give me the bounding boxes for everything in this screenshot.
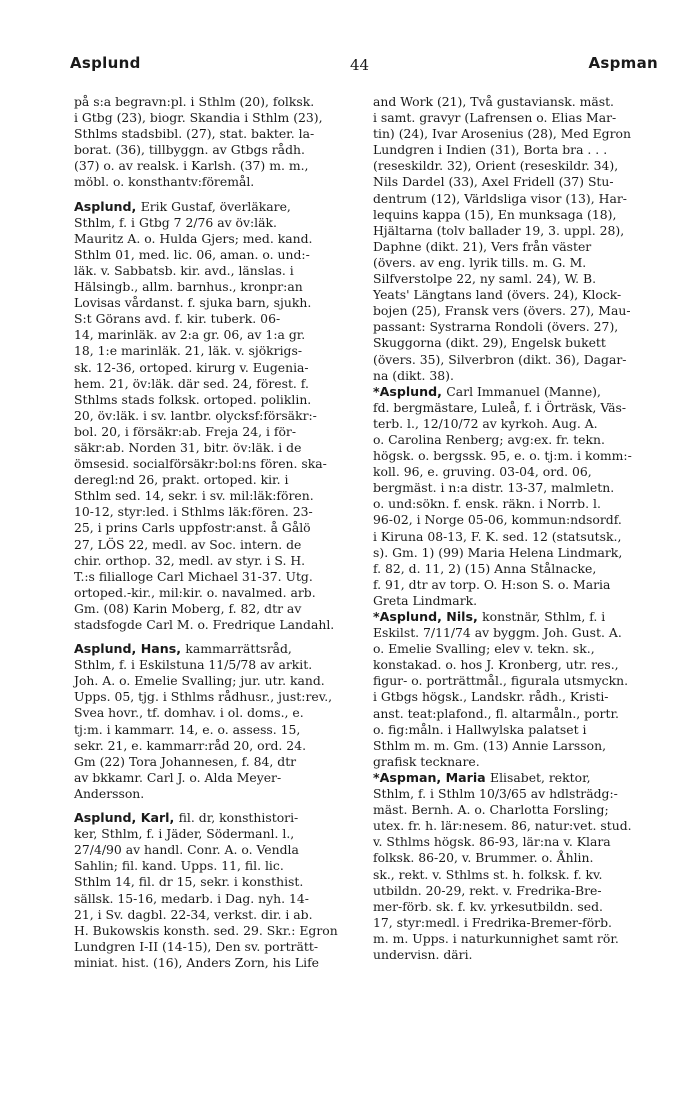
text-line: [373, 915, 659, 931]
line-text: på s:a begravn:pl. i Sthlm (20), folksk.: [74, 94, 315, 109]
line-text: Eskilst. 7/11/74 av byggm. Joh. Gust. A.: [373, 625, 622, 641]
line-text: Hjältarna (tolv ballader 19, 3. uppl. 28),: [373, 222, 625, 238]
text-line: [74, 343, 360, 359]
text-line: [373, 899, 659, 915]
text-line: [74, 263, 360, 279]
text-line: [373, 657, 659, 673]
line-text: chir. orthop. 32, medl. av styr. i S. H.: [74, 552, 306, 568]
entry-name: *Asplund,: [373, 383, 447, 399]
text-line: [373, 110, 659, 126]
text-line: [74, 327, 360, 343]
text-line: [373, 883, 659, 899]
text-line: [373, 191, 659, 207]
text-line: [74, 569, 360, 585]
line-text: mäst. Bernh. A. o. Charlotta Forsling;: [373, 802, 609, 818]
text-line: [74, 142, 360, 158]
right-column: [373, 94, 659, 963]
text-line: [373, 834, 659, 850]
line-text: ker, Sthlm, f. i Jäder, Södermanl. l.,: [74, 826, 295, 842]
line-text: folksk. 86-20, v. Brummer. o. Åhlin.: [373, 850, 594, 866]
line-text: bojen (25), Fransk vers (övers. 27), Mau-: [373, 303, 631, 319]
page-number: 44: [350, 56, 370, 74]
line-text: f. 91, dtr av torp. O. H:son S. o. Maria: [373, 576, 611, 592]
line-text: i Kiruna 08-13, F. K. sed. 12 (statsutsk.,: [373, 528, 622, 544]
text-line: [74, 311, 360, 327]
text-line: [74, 360, 360, 376]
text-line: [373, 706, 659, 722]
text-line: [373, 255, 659, 271]
line-text: Sthlm 01, med. lic. 06, aman. o. und:-: [74, 246, 310, 262]
line-text: Sthlm, f. i Gtbg 7 2/76 av öv:läk.: [74, 214, 277, 230]
text-line: [373, 545, 659, 561]
line-text: S:t Görans avd. f. kir. tuberk. 06-: [74, 311, 281, 327]
text-line: [74, 585, 360, 601]
text-line: [373, 512, 659, 528]
line-text: dentrum (12), Världsliga visor (13), Har-: [373, 190, 627, 206]
line-text: sekr. 21, e. kammarr:råd 20, ord. 24.: [74, 737, 307, 753]
text-line: [373, 770, 659, 786]
line-text: T.:s filialloge Carl Michael 31-37. Utg.: [74, 568, 313, 584]
text-line: [373, 947, 659, 963]
text-line: [74, 456, 360, 472]
text-line: [74, 520, 360, 536]
line-text: Sthlm m. m. Gm. (13) Annie Larsson,: [373, 737, 607, 753]
text-line: [373, 352, 659, 368]
text-line: [373, 400, 659, 416]
line-text: Joh. A. o. Emelie Svalling; jur. utr. kand.: [74, 673, 325, 689]
line-text: 27, LÖS 22, medl. av Soc. intern. de: [74, 536, 302, 552]
line-text: o. und:sökn. f. ensk. räkn. i Norrb. l.: [373, 496, 601, 512]
line-text: terb. l., 12/10/72 av kyrkoh. Aug. A.: [373, 415, 598, 431]
text-line: [74, 376, 360, 392]
line-text: i samt. gravyr (Lafrensen o. Elias Mar-: [373, 110, 617, 126]
line-text: 21, i Sv. dagbl. 22-34, verkst. dir. i ab.: [74, 906, 313, 922]
line-text: Sthlms stads folksk. ortoped. poliklin.: [74, 391, 312, 407]
entry-gap: [74, 802, 360, 810]
line-text: borat. (36), tillbyggn. av Gtbgs rådh.: [74, 142, 305, 158]
line-text: 27/4/90 av handl. Conr. A. o. Vendla: [74, 842, 299, 858]
text-line: [373, 368, 659, 384]
line-text: o. Emelie Svalling; elev v. tekn. sk.,: [373, 641, 595, 657]
line-text: 25, i prins Carls uppfostr:anst. å Gålö: [74, 520, 311, 536]
text-line: [74, 842, 360, 858]
line-text: Sthlm, f. i Eskilstuna 11/5/78 av arkit.: [74, 657, 313, 673]
line-text: o. Carolina Renberg; avg:ex. fr. tekn.: [373, 431, 605, 447]
text-line: [373, 303, 659, 319]
text-line: [373, 158, 659, 174]
line-text: koll. 96, e. gruving. 03-04, ord. 06,: [373, 464, 592, 480]
text-line: [373, 867, 659, 883]
text-line: [74, 408, 360, 424]
text-line: [373, 464, 659, 480]
entry-name: *Asplund, Nils,: [373, 609, 483, 624]
text-line: [74, 279, 360, 295]
text-line: [74, 874, 360, 890]
line-text: figur- o. porträttmål., figurala utsmyckn.: [373, 673, 629, 689]
line-text: (övers. 35), Silverbron (dikt. 36), Dagar-: [373, 351, 627, 367]
text-line: [74, 488, 360, 504]
text-line: [373, 335, 659, 351]
line-text: miniat. hist. (16), Anders Zorn, his Life: [74, 954, 319, 970]
text-line: [74, 923, 360, 939]
line-text: anst. teat:plafond., fl. altarmåln., portr.: [373, 705, 619, 721]
header-left-keyword: Asplund: [70, 54, 141, 72]
entry-name: Asplund, Hans,: [74, 641, 186, 657]
text-line: [373, 722, 659, 738]
text-line: [74, 891, 360, 907]
line-text: Lovisas vårdanst. f. sjuka barn, sjukh.: [74, 295, 312, 311]
text-line: [74, 158, 360, 174]
text-line: [373, 625, 659, 641]
line-text: Sthlms stadsbibl. (27), stat. bakter. la-: [74, 126, 315, 142]
line-text: utbildn. 20-29, rekt. v. Fredrika-Bre-: [373, 882, 602, 898]
line-text: f. 82, d. 11, 2) (15) Anna Stålnacke,: [373, 560, 597, 576]
line-text: Daphne (dikt. 21), Vers från väster: [373, 238, 592, 254]
entry-gap: [74, 191, 360, 199]
line-text: 96-02, i Norge 05-06, kommun:ndsordf.: [373, 512, 622, 528]
text-line: [373, 593, 659, 609]
text-line: [74, 392, 360, 408]
line-text: m. m. Upps. i naturkunnighet samt rör.: [373, 930, 619, 946]
text-line: [373, 142, 659, 158]
text-line: [74, 955, 360, 971]
text-line: [74, 810, 360, 826]
line-text: Skuggorna (dikt. 29), Engelsk bukett: [373, 335, 606, 351]
text-line: [373, 689, 659, 705]
line-text: (reseskildr. 32), Orient (reseskildr. 34),: [373, 158, 619, 174]
text-line: [74, 770, 360, 786]
text-line: [74, 673, 360, 689]
text-line: [373, 126, 659, 142]
line-text: H. Bukowskis konsth. sed. 29. Skr.: Egron: [74, 922, 338, 938]
text-line: [373, 239, 659, 255]
line-text: tj:m. i kammarr. 14, e. o. assess. 15,: [74, 721, 301, 737]
text-line: [373, 850, 659, 866]
line-text: Andersson.: [74, 785, 145, 801]
line-text: möbl. o. konsthantv:föremål.: [74, 174, 255, 190]
line-text: Hälsingb., allm. barnhus., kronpr:an: [74, 279, 303, 295]
line-text: i Gtbgs högsk., Landskr. rådh., Kristi-: [373, 689, 609, 705]
line-text: kammarrättsråd,: [185, 641, 292, 657]
line-text: na (dikt. 38).: [373, 367, 454, 383]
line-text: 17, styr:medl. i Fredrika-Bremer-förb.: [373, 914, 612, 930]
line-text: av bkkamr. Carl J. o. Alda Meyer-: [74, 769, 282, 785]
line-text: Mauritz A. o. Hulda Gjers; med. kand.: [74, 230, 313, 246]
line-text: grafisk tecknare.: [373, 753, 480, 769]
left-column: [74, 94, 360, 971]
text-line: [373, 319, 659, 335]
line-text: Lundgren i Indien (31), Borta bra . . .: [373, 142, 608, 158]
line-text: fil. dr, konsthistori-: [178, 810, 299, 826]
line-text: 20, öv:läk. i sv. lantbr. olycksf:försäkr:-: [74, 407, 317, 423]
line-text: Silfverstolpe 22, ny saml. 24), W. B.: [373, 271, 597, 287]
line-text: säkr:ab. Norden 31, bitr. öv:läk. i de: [74, 439, 302, 455]
line-text: konstakad. o. hos J. Kronberg, utr. res.,: [373, 657, 619, 673]
entry-name: Asplund,: [74, 198, 141, 214]
text-line: [74, 617, 360, 633]
line-text: Upps. 05, tjg. i Sthlms rådhusr., just:rev.,: [74, 689, 333, 705]
text-line: [373, 271, 659, 287]
text-line: [373, 384, 659, 400]
line-text: bergmäst. i n:a distr. 13-37, malmletn.: [373, 480, 615, 496]
text-line: [373, 609, 659, 625]
text-line: [373, 561, 659, 577]
text-line: [373, 738, 659, 754]
line-text: bol. 20, i försäkr:ab. Freja 24, i för-: [74, 423, 297, 439]
text-line: [74, 689, 360, 705]
line-text: konstnär, Sthlm, f. i: [482, 609, 606, 624]
text-line: [373, 223, 659, 239]
line-text: lequins kappa (15), En munksaga (18),: [373, 206, 617, 222]
text-line: [74, 174, 360, 190]
line-text: passant: Systrarna Rondoli (övers. 27),: [373, 319, 619, 335]
line-text: Elisabet, rektor,: [490, 769, 591, 785]
text-line: [74, 657, 360, 673]
line-text: 18, 1:e marinläk. 21, läk. v. sjökrigs-: [74, 343, 303, 359]
text-line: [373, 641, 659, 657]
text-line: [373, 496, 659, 512]
text-line: [373, 818, 659, 834]
entry-gap: [74, 633, 360, 641]
line-text: Sthlm 14, fil. dr 15, sekr. i konsthist.: [74, 874, 304, 890]
text-line: [74, 738, 360, 754]
line-text: utex. fr. h. lär:nesem. 86, natur:vet. stud.: [373, 818, 632, 834]
text-line: [373, 207, 659, 223]
entry-name: Asplund, Karl,: [74, 810, 179, 826]
text-line: [373, 802, 659, 818]
line-text: o. fig:måln. i Hallwylska palatset i: [373, 721, 587, 737]
line-text: tin) (24), Ivar Arosenius (28), Med Egron: [373, 126, 631, 142]
header-right-keyword: Aspman: [588, 54, 658, 72]
text-line: [74, 199, 360, 215]
line-text: undervisn. däri.: [373, 946, 473, 962]
text-line: [74, 440, 360, 456]
text-line: [74, 504, 360, 520]
line-text: mer-förb. sk. f. kv. yrkesutbildn. sed.: [373, 898, 603, 914]
line-text: Gm. (08) Karin Moberg, f. 82, dtr av: [74, 600, 302, 616]
text-line: [74, 215, 360, 231]
text-line: [74, 295, 360, 311]
text-line: [74, 705, 360, 721]
line-text: Greta Lindmark.: [373, 592, 478, 608]
line-text: Sthlm sed. 14, sekr. i sv. mil:läk:fören.: [74, 488, 314, 504]
text-line: [373, 432, 659, 448]
line-text: Lundgren I-II (14-15), Den sv. porträtt-: [74, 938, 319, 954]
text-line: [74, 126, 360, 142]
text-line: [74, 641, 360, 657]
text-line: [373, 931, 659, 947]
text-line: [373, 174, 659, 190]
page-header: [70, 54, 658, 78]
line-text: stadsfogde Carl M. o. Fredrique Landahl.: [74, 617, 335, 632]
text-line: [74, 110, 360, 126]
text-line: [74, 472, 360, 488]
line-text: 14, marinläk. av 2:a gr. 06, av 1:a gr.: [74, 327, 306, 343]
text-line: [74, 247, 360, 263]
line-text: högsk. o. bergssk. 95, e. o. tj:m. i komm:-: [373, 448, 632, 464]
line-text: ortoped.-kir., mil:kir. o. navalmed. arb.: [74, 584, 316, 600]
text-line: [373, 673, 659, 689]
text-line: [74, 907, 360, 923]
text-line: [74, 537, 360, 553]
line-text: sällsk. 15-16, medarb. i Dag. nyh. 14-: [74, 890, 309, 906]
line-text: sk., rekt. v. Sthlms st. h. folksk. f. kv.: [373, 866, 603, 882]
text-line: [74, 826, 360, 842]
entry-name: *Aspman, Maria: [373, 769, 491, 785]
line-text: s). Gm. 1) (99) Maria Helena Lindmark,: [373, 544, 623, 560]
line-text: deregl:nd 26, prakt. ortoped. kir. i: [74, 472, 289, 488]
line-text: and Work (21), Två gustaviansk. mäst.: [373, 94, 614, 109]
text-line: [373, 786, 659, 802]
line-text: (37) o. av realsk. i Karlsh. (37) m. m.,: [74, 158, 309, 174]
text-line: [373, 480, 659, 496]
text-line: [74, 553, 360, 569]
line-text: Nils Dardel (33), Axel Fridell (37) Stu-: [373, 174, 614, 190]
text-line: [373, 529, 659, 545]
text-line: [373, 754, 659, 770]
text-line: [74, 939, 360, 955]
line-text: 10-12, styr:led. i Sthlms läk:fören. 23-: [74, 504, 313, 520]
line-text: Erik Gustaf, överläkare,: [140, 198, 291, 214]
text-line: [373, 448, 659, 464]
text-line: [74, 722, 360, 738]
text-line: [373, 94, 659, 110]
text-line: [74, 601, 360, 617]
line-text: i Gtbg (23), biogr. Skandia i Sthlm (23),: [74, 110, 323, 126]
line-text: Sthlm, f. i Sthlm 10/3/65 av hdlsträdg:-: [373, 786, 618, 802]
text-line: [373, 416, 659, 432]
line-text: Yeats' Längtans land (övers. 24), Klock-: [373, 287, 622, 303]
line-text: sk. 12-36, ortoped. kirurg v. Eugenia-: [74, 359, 309, 375]
line-text: läk. v. Sabbatsb. kir. avd., länslas. i: [74, 262, 294, 278]
text-line: [74, 424, 360, 440]
line-text: ömsesid. socialförsäkr:bol:ns fören. ska-: [74, 456, 327, 472]
text-line: [74, 94, 360, 110]
text-line: [74, 754, 360, 770]
line-text: Carl Immanuel (Manne),: [446, 383, 601, 399]
line-text: Sahlin; fil. kand. Upps. 11, fil. lic.: [74, 858, 284, 874]
text-line: [74, 786, 360, 802]
text-line: [373, 577, 659, 593]
text-line: [74, 231, 360, 247]
line-text: hem. 21, öv:läk. där sed. 24, förest. f.: [74, 375, 309, 391]
text-line: [74, 858, 360, 874]
line-text: v. Sthlms högsk. 86-93, lär:na v. Klara: [373, 834, 611, 850]
line-text: Svea hovr., tf. domhav. i ol. doms., e.: [74, 705, 304, 721]
line-text: (övers. av eng. lyrik tills. m. G. M.: [373, 254, 587, 270]
line-text: Gm (22) Tora Johannesen, f. 84, dtr: [74, 753, 297, 769]
text-line: [373, 287, 659, 303]
line-text: fd. bergmästare, Luleå, f. i Örträsk, Väs-: [373, 399, 627, 415]
